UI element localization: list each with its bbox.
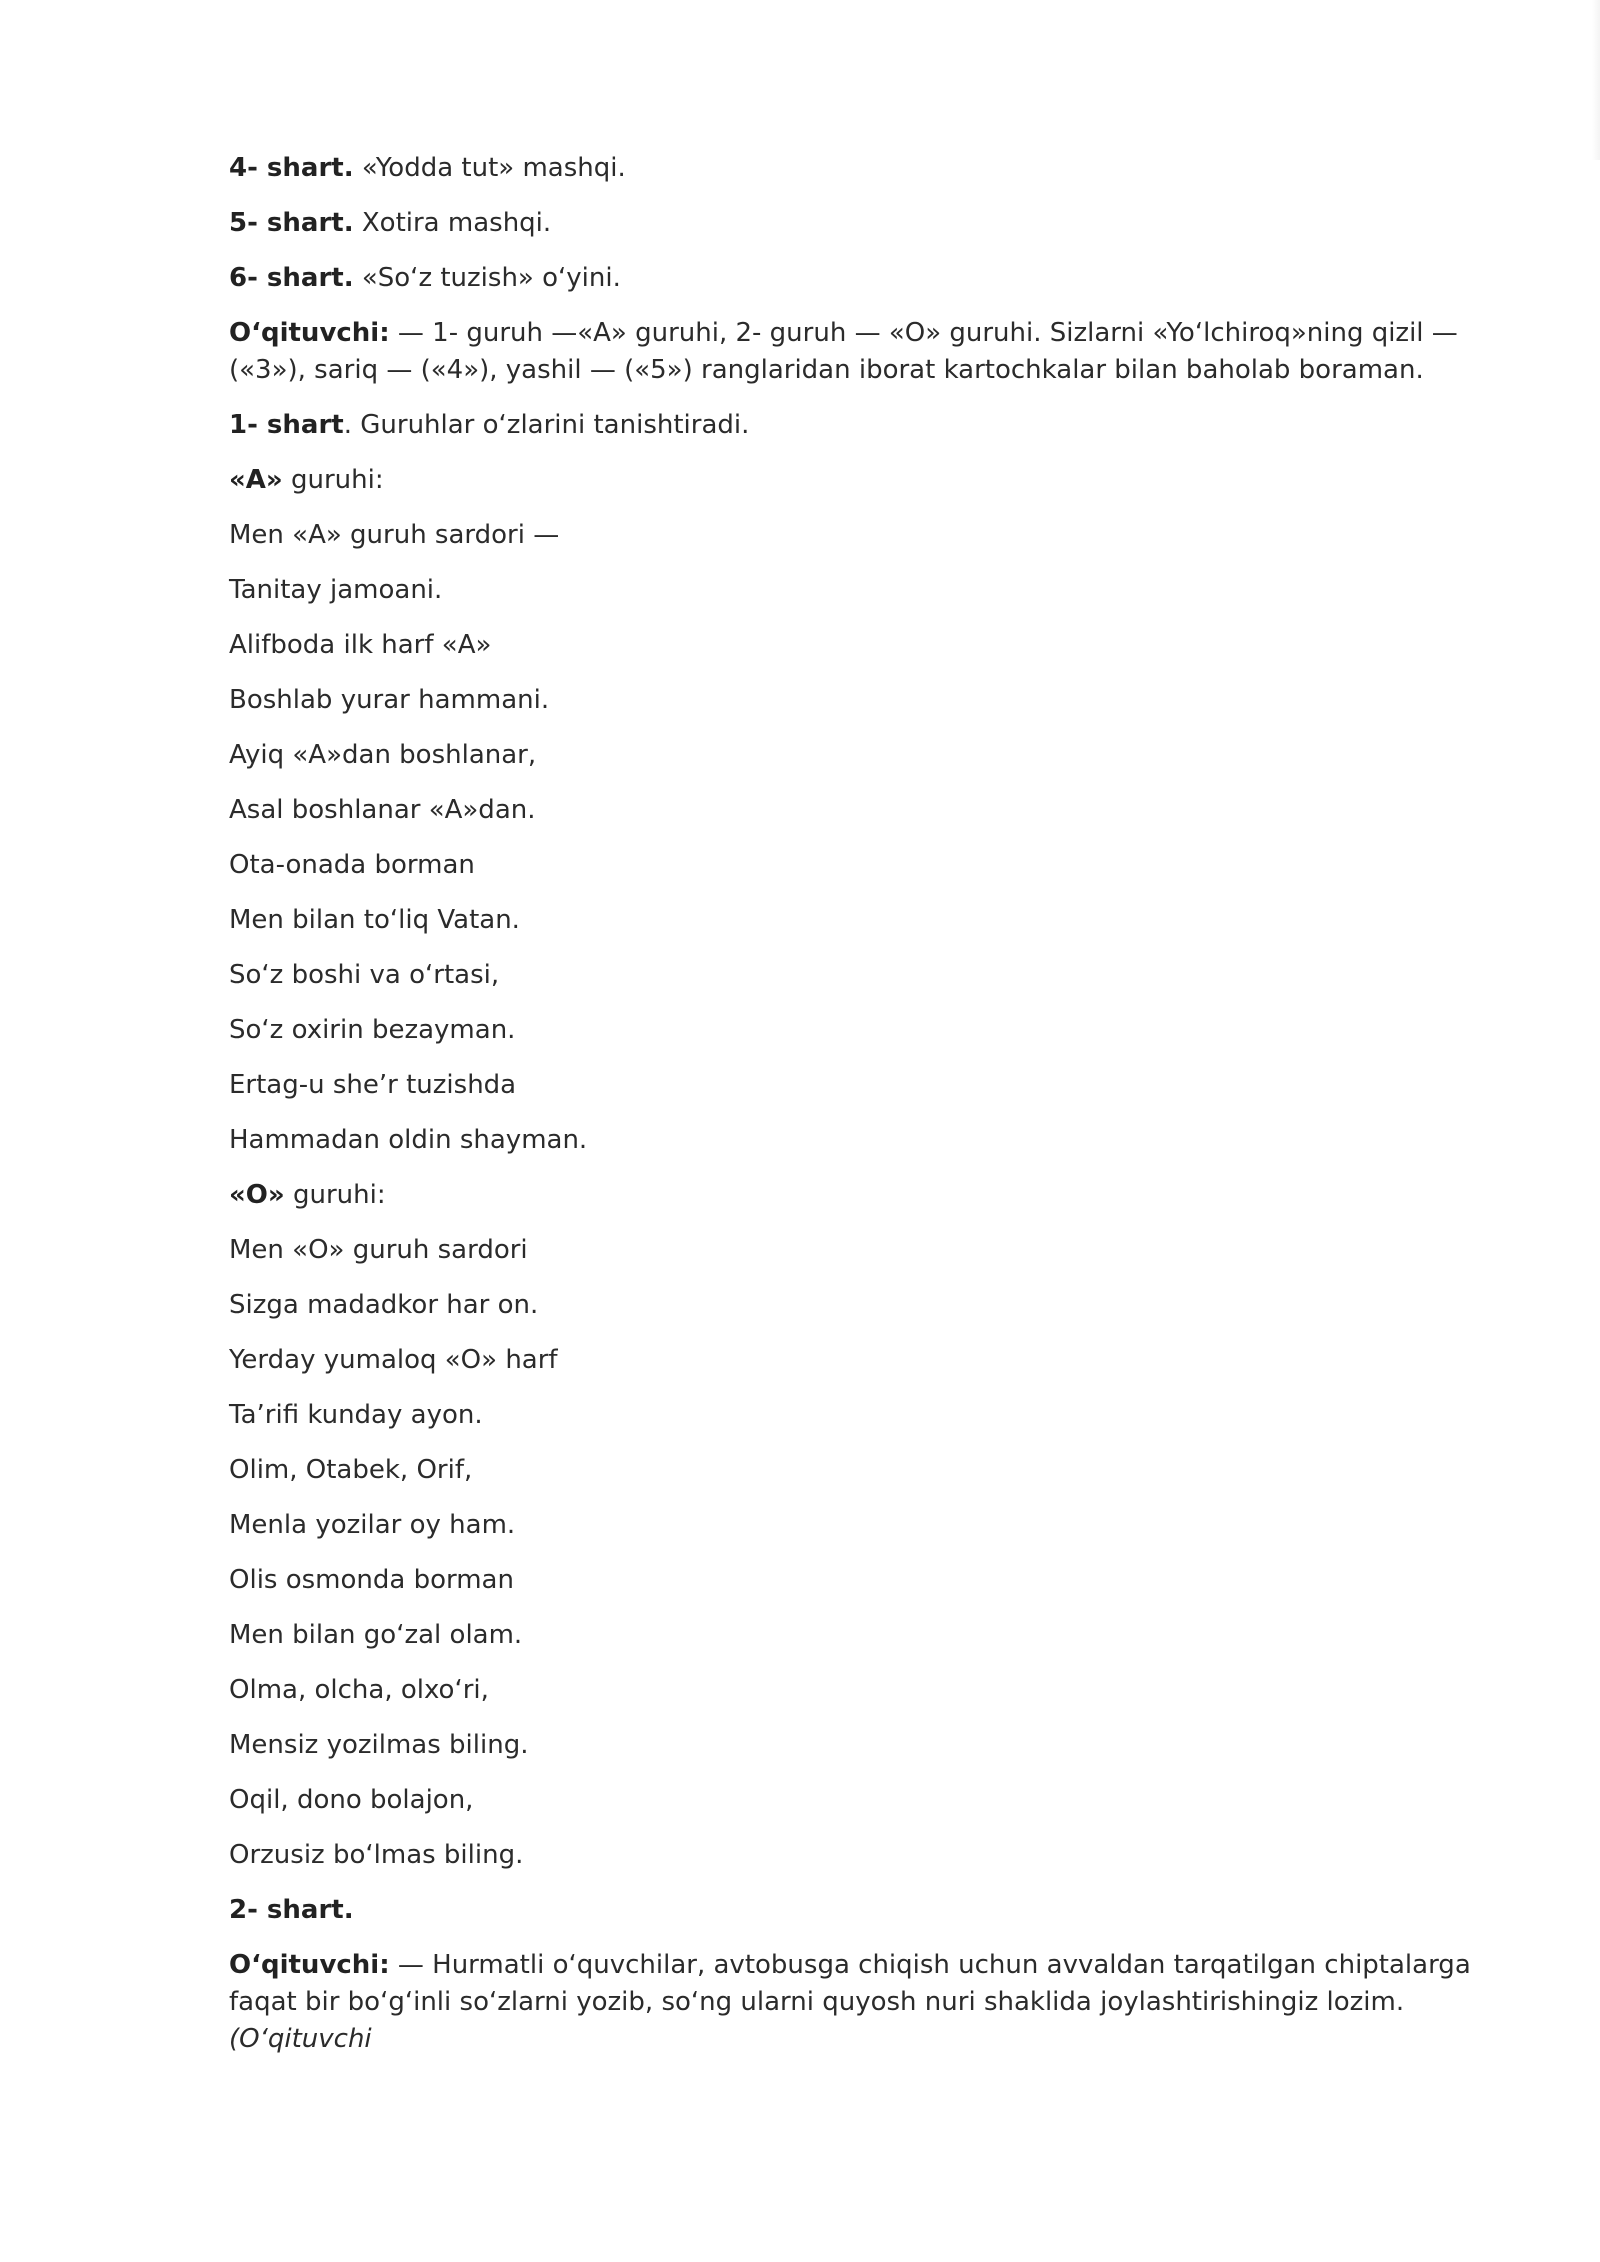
paragraph-label: «O»	[229, 1180, 285, 1210]
paragraph-label: 6- shart.	[229, 263, 354, 293]
poem-line	[229, 1012, 1499, 1049]
poem-line	[229, 1287, 1499, 1324]
paragraph-text: «Yodda tut» mashqi.	[353, 153, 626, 183]
poem-line-text: Orzusiz bo‘lmas biling.	[229, 1840, 524, 1870]
poem-line-text: Ta’rifi kunday ayon.	[229, 1400, 483, 1430]
poem-line-text: Men «A» guruh sardori —	[229, 520, 560, 550]
paragraph-shart-1	[229, 407, 1499, 444]
poem-line	[229, 1837, 1499, 1874]
poem-line-text: Ota-onada borman	[229, 850, 475, 880]
paragraph-text: guruhi:	[282, 465, 384, 495]
poem-line	[229, 517, 1499, 554]
poem-line-text: Tanitay jamoani.	[229, 575, 443, 605]
paragraph-label: 4- shart.	[229, 153, 354, 183]
poem-line	[229, 847, 1499, 884]
poem-line-text: Yerday yumaloq «O» harf	[229, 1345, 558, 1375]
paragraph-label: 2- shart.	[229, 1895, 354, 1925]
poem-line-text: Men bilan go‘zal olam.	[229, 1620, 523, 1650]
paragraph-shart-5	[229, 205, 1499, 242]
poem-line	[229, 737, 1499, 774]
poem-line	[229, 572, 1499, 609]
poem-line	[229, 1232, 1499, 1269]
paragraph-label: O‘qituvchi:	[229, 1950, 390, 1980]
paragraph-italic-note: (O‘qituvchi	[229, 2024, 372, 2054]
paragraph-text: — Hurmatli o‘quvchilar, avtobusga chiqish uchun avvaldan tarqatilgan chiptalarga faqat bir bo‘g‘inli so‘zlarni yozib, so‘ng ularni quyosh nuri shaklida joylashtirishingiz lozim.	[229, 1950, 1471, 2017]
paragraph-shart-6	[229, 260, 1499, 297]
poem-line-text: So‘z boshi va o‘rtasi,	[229, 960, 500, 990]
poem-line	[229, 1342, 1499, 1379]
paragraph-text: Xotira mashqi.	[353, 208, 552, 238]
poem-line	[229, 902, 1499, 939]
poem-line	[229, 957, 1499, 994]
poem-line	[229, 1507, 1499, 1544]
poem-line-text: Olis osmonda borman	[229, 1565, 514, 1595]
poem-line-text: Sizga madadkor har on.	[229, 1290, 539, 1320]
paragraph-label: 1- shart	[229, 410, 344, 440]
poem-line-text: Men bilan to‘liq Vatan.	[229, 905, 520, 935]
poem-line	[229, 627, 1499, 664]
poem-line	[229, 1672, 1499, 1709]
poem-line-text: Olim, Otabek, Orif,	[229, 1455, 473, 1485]
poem-line-text: Asal boshlanar «A»dan.	[229, 795, 536, 825]
paragraph-shart-2	[229, 1892, 1499, 1929]
poem-line	[229, 1562, 1499, 1599]
paragraph-teacher-intro	[229, 315, 1499, 389]
poem-line	[229, 1397, 1499, 1434]
poem-line	[229, 1617, 1499, 1654]
poem-line-text: Men «O» guruh sardori	[229, 1235, 528, 1265]
paragraph-teacher-instruction	[229, 1947, 1499, 2058]
paragraph-label: «A»	[229, 465, 283, 495]
paragraph-text: . Guruhlar o‘zlarini tanishtiradi.	[343, 410, 750, 440]
poem-line	[229, 1067, 1499, 1104]
poem-line-text: Mensiz yozilmas biling.	[229, 1730, 529, 1760]
paragraph-shart-4	[229, 150, 1499, 187]
poem-line	[229, 682, 1499, 719]
poem-line	[229, 1727, 1499, 1764]
poem-line	[229, 1122, 1499, 1159]
poem-line-text: Olma, olcha, olxo‘ri,	[229, 1675, 489, 1705]
document-page	[229, 150, 1499, 2076]
paragraph-label: 5- shart.	[229, 208, 354, 238]
poem-line-text: Ertag-u she’r tuzishda	[229, 1070, 517, 1100]
poem-line-text: Boshlab yurar hammani.	[229, 685, 550, 715]
poem-line-text: Menla yozilar oy ham.	[229, 1510, 516, 1540]
paragraph-group-o-heading	[229, 1177, 1499, 1214]
poem-line-text: Oqil, dono bolajon,	[229, 1785, 474, 1815]
poem-line-text: So‘z oxirin bezayman.	[229, 1015, 516, 1045]
paragraph-label: O‘qituvchi:	[229, 318, 390, 348]
page-edge-shadow	[1592, 0, 1600, 160]
poem-line	[229, 792, 1499, 829]
paragraph-text: «So‘z tuzish» o‘yini.	[353, 263, 621, 293]
paragraph-text: guruhi:	[284, 1180, 386, 1210]
poem-line-text: Ayiq «A»dan boshlanar,	[229, 740, 537, 770]
poem-line-text: Alifboda ilk harf «A»	[229, 630, 492, 660]
paragraph-text: — 1- guruh —«A» guruhi, 2- guruh — «O» guruhi. Sizlarni «Yo‘lchiroq»ning qizil — («3»), sariq — («4»), yashil — («5») ranglaridan iborat kartochkalar bilan baholab boraman.	[229, 318, 1458, 385]
poem-line-text: Hammadan oldin shayman.	[229, 1125, 588, 1155]
poem-line	[229, 1782, 1499, 1819]
poem-line	[229, 1452, 1499, 1489]
paragraph-group-a-heading	[229, 462, 1499, 499]
